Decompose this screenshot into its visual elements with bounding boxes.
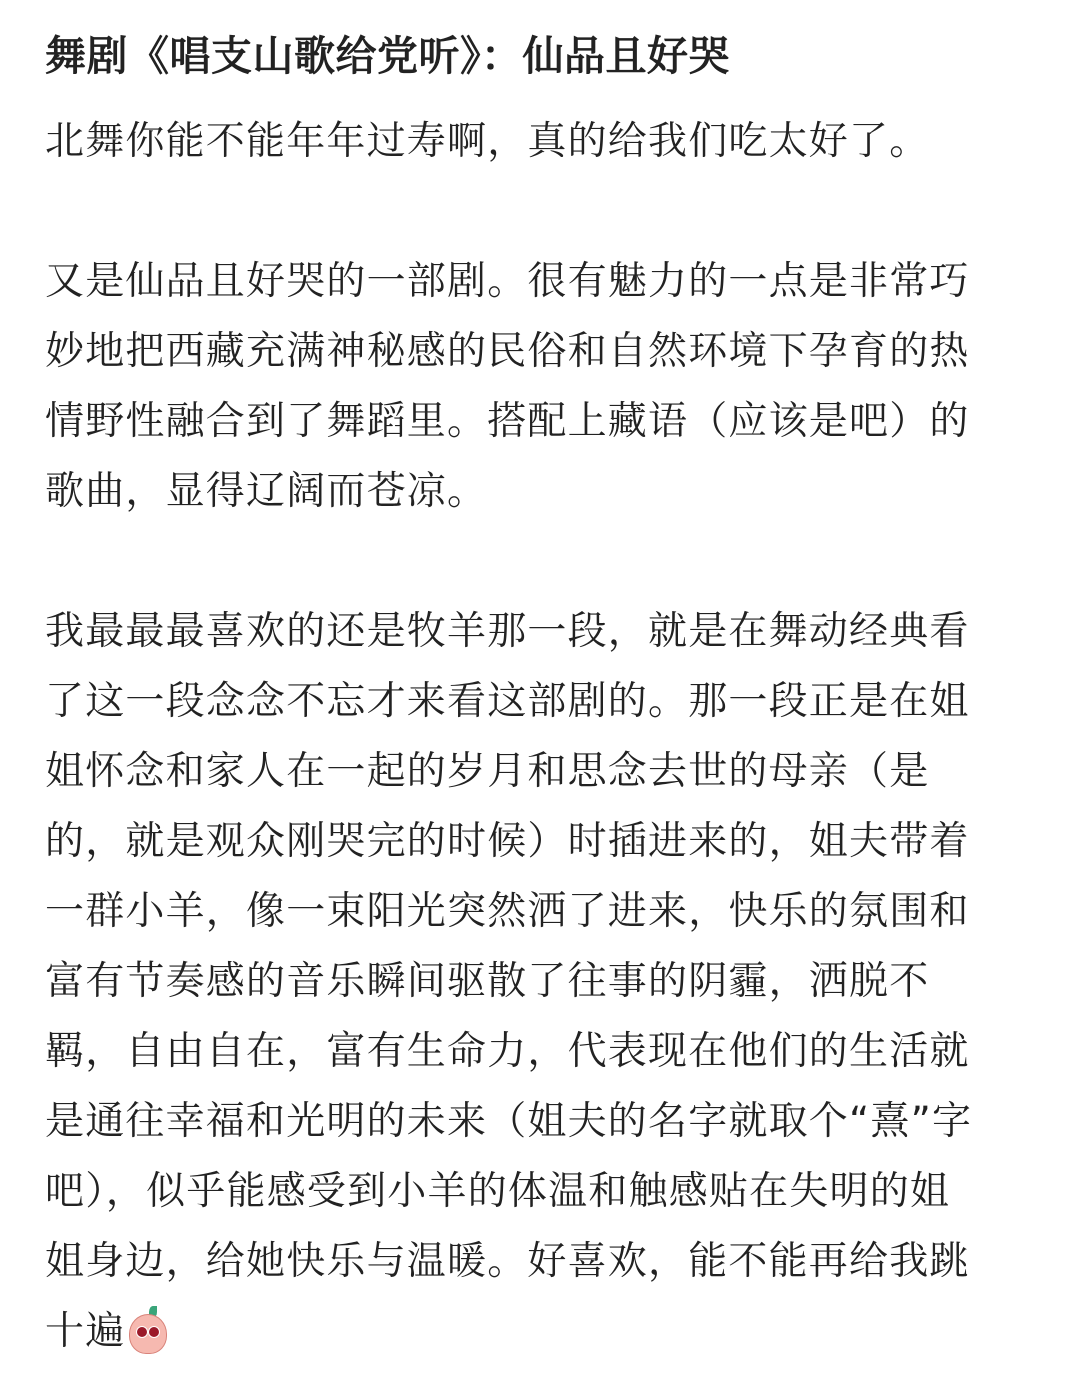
text-line: 姐怀念和家人在一起的岁月和思念去世的母亲（是 [45,749,930,794]
post-title: 舞剧《唱支山歌给党听》：仙品且好哭 [45,32,730,80]
paragraph-2 [45,247,970,527]
text-line: 姐身边，给她快乐与温暖。好喜欢，能不能再给我跳 [45,1239,970,1284]
paragraph-3 [45,597,972,1367]
text-line: 北舞你能不能年年过寿啊，真的给我们吃太好了。 [45,119,930,164]
text-line: 的，就是观众刚哭完的时候）时插进来的，姐夫带着 [45,819,970,864]
text-fragment: 十遍 [45,1309,126,1354]
text-line: 是通往幸福和光明的未来（姐夫的名字就取个“熹”字 [45,1099,973,1144]
pleading-peach-emoji-icon [127,1306,167,1352]
text-line: 情野性融合到了舞蹈里。搭配上藏语（应该是吧）的 [45,399,970,444]
text-line-last [45,1297,972,1367]
text-line: 吧），似乎能感受到小羊的体温和触感贴在失明的姐 [45,1169,951,1214]
paragraph-1 [45,107,929,177]
text-line: 了这一段念念不忘才来看这部剧的。那一段正是在姐 [45,679,970,724]
text-line: 一群小羊，像一束阳光突然洒了进来，快乐的氛围和 [45,889,970,934]
text-line: 又是仙品且好哭的一部剧。很有魅力的一点是非常巧 [45,259,970,304]
text-line: 妙地把西藏充满神秘感的民俗和自然环境下孕育的热 [45,329,970,374]
text-line: 歌曲，显得辽阔而苍凉。 [45,469,488,514]
text-line: 我最最最喜欢的还是牧羊那一段，就是在舞动经典看 [45,609,970,654]
text-line: 羁，自由自在，富有生命力，代表现在他们的生活就 [45,1029,970,1074]
text-line: 富有节奏感的音乐瞬间驱散了往事的阴霾，洒脱不 [45,959,930,1004]
